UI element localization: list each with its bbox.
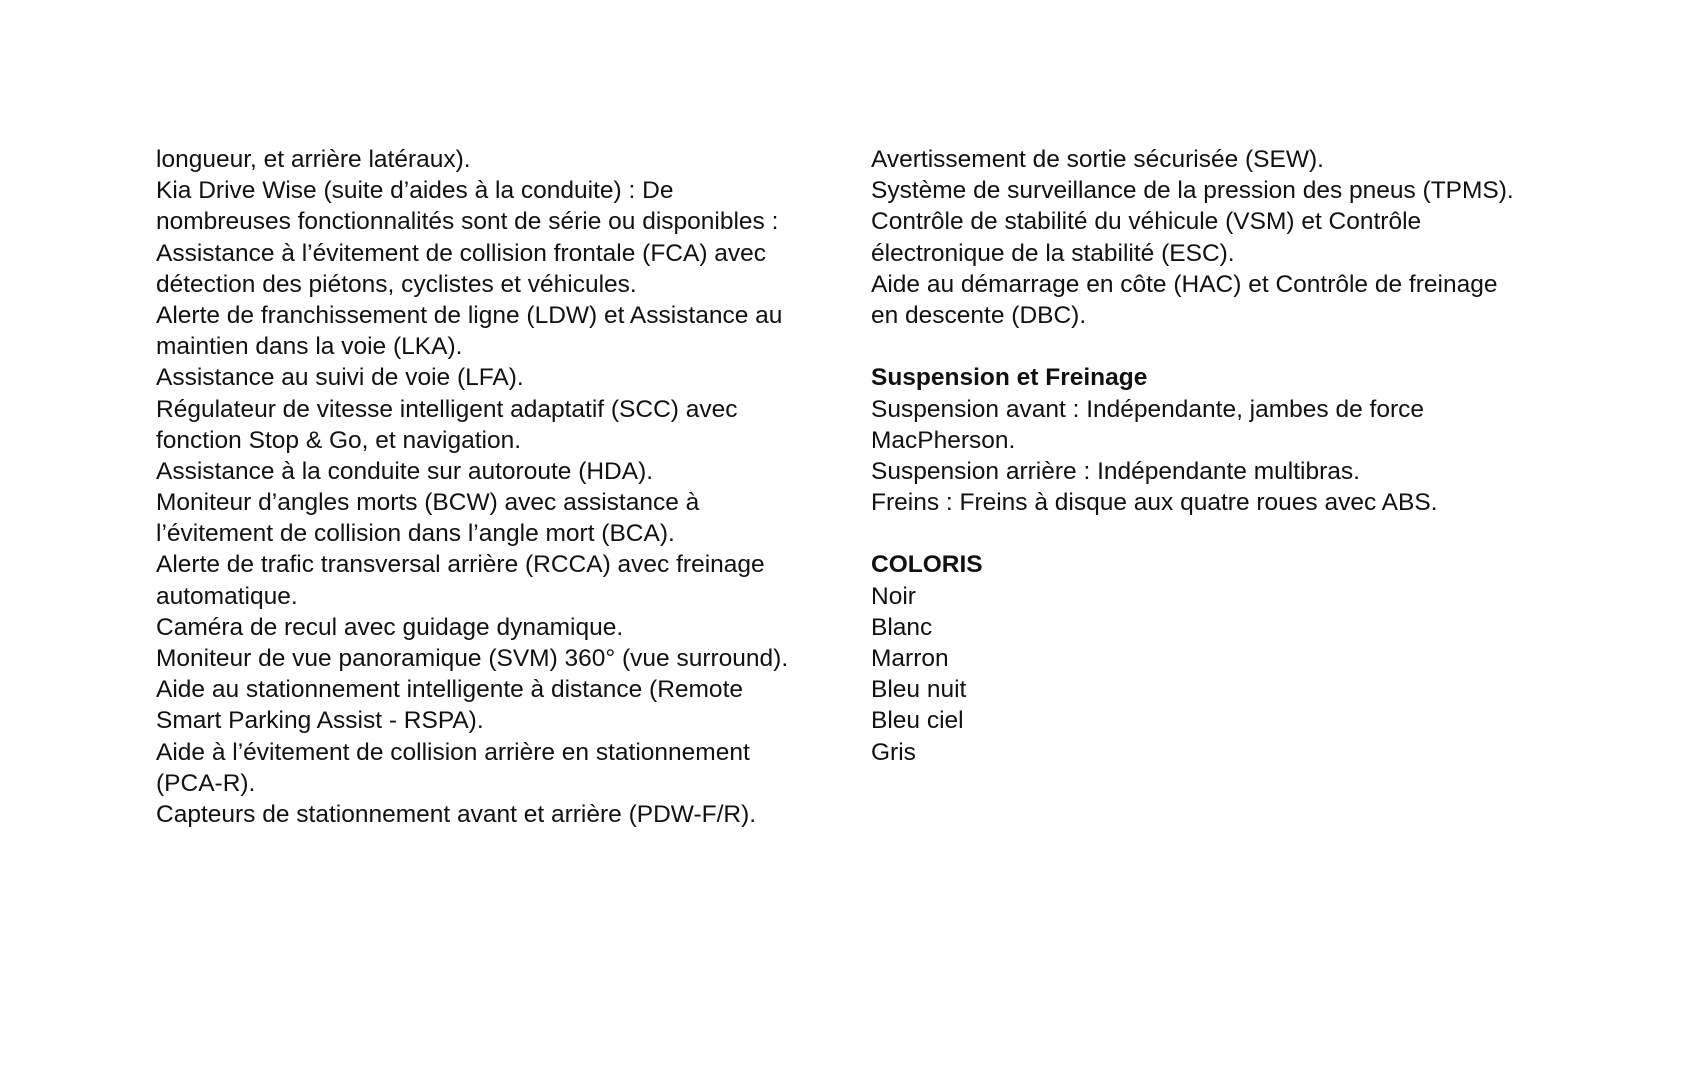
colors-heading: COLORIS [871, 551, 983, 579]
feature-line: détection des piétons, cyclistes et véhicules. [156, 270, 637, 298]
safety-line: électronique de la stabilité (ESC). [871, 239, 1235, 267]
feature-line: fonction Stop & Go, et navigation. [156, 426, 522, 454]
feature-line: Régulateur de vitesse intelligent adaptatif (SCC) avec [156, 395, 738, 423]
safety-line: Système de surveillance de la pression des pneus (TPMS). [871, 177, 1514, 205]
color-item: Marron [871, 645, 949, 672]
feature-line: Smart Parking Assist - RSPA). [156, 707, 484, 735]
safety-line: Avertissement de sortie sécurisée (SEW). [871, 146, 1324, 173]
feature-line: Moniteur d’angles morts (BCW) avec assistance à [156, 489, 700, 517]
colors-section [871, 549, 1671, 767]
feature-line: l’évitement de collision dans l’angle mort (BCA). [156, 520, 675, 548]
feature-line: maintien dans la voie (LKA). [156, 333, 463, 361]
safety-line: Contrôle de stabilité du véhicule (VSM) et Contrôle [871, 208, 1422, 236]
feature-line: automatique. [156, 582, 298, 610]
suspension-section [871, 362, 1671, 518]
safety-line: Aide au démarrage en côte (HAC) et Contrôle de freinage [871, 270, 1498, 298]
feature-line: Assistance à l’évitement de collision frontale (FCA) avec [156, 239, 767, 267]
safety-section [871, 144, 1671, 331]
left-column [156, 144, 846, 830]
suspension-line: Freins : Freins à disque aux quatre roues avec ABS. [871, 489, 1438, 517]
feature-line: Assistance au suivi de voie (LFA). [156, 364, 524, 392]
suspension-line: Suspension arrière : Indépendante multibras. [871, 457, 1360, 485]
feature-line: nombreuses fonctionnalités sont de série ou disponibles : [156, 208, 779, 236]
feature-line: Capteurs de stationnement avant et arrière (PDW-F/R). [156, 800, 757, 828]
color-item: Gris [871, 738, 916, 766]
section-spacer [871, 331, 1671, 362]
feature-line: Alerte de franchissement de ligne (LDW) et Assistance au [156, 301, 783, 329]
feature-line: Caméra de recul avec guidage dynamique. [156, 613, 624, 641]
suspension-line: MacPherson. [871, 426, 1016, 454]
feature-line: Kia Drive Wise (suite d’aides à la conduite) : De [156, 177, 674, 205]
color-item: Bleu ciel [871, 707, 964, 735]
color-item: Blanc [871, 613, 933, 641]
right-column [871, 144, 1671, 768]
color-item: Bleu nuit [871, 676, 967, 704]
feature-line: Aide au stationnement intelligente à distance (Remote [156, 676, 743, 704]
color-item: Noir [871, 582, 916, 610]
feature-line: Assistance à la conduite sur autoroute (HDA). [156, 457, 654, 485]
feature-line: Alerte de trafic transversal arrière (RCCA) avec freinage [156, 551, 765, 579]
safety-line: en descente (DBC). [871, 301, 1087, 329]
feature-line: Aide à l’évitement de collision arrière en stationnement [156, 738, 750, 766]
feature-line: (PCA-R). [156, 769, 256, 797]
suspension-heading: Suspension et Freinage [871, 364, 1148, 392]
section-spacer [871, 518, 1671, 549]
feature-line: longueur, et arrière latéraux). [156, 146, 471, 173]
feature-line: Moniteur de vue panoramique (SVM) 360° (vue surround). [156, 645, 789, 672]
suspension-line: Suspension avant : Indépendante, jambes de force [871, 395, 1424, 423]
